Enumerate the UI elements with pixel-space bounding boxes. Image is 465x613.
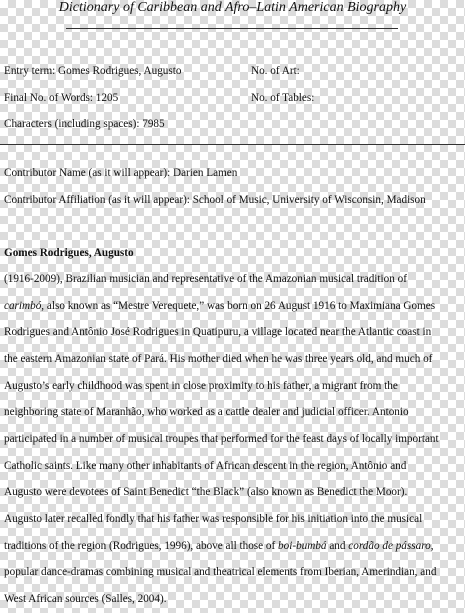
body-line: Augusto were devotees of Saint Benedict “the Black” (also known as Benedict the Moor).: [4, 486, 408, 498]
body-line: West African sources (Salles, 2004).: [4, 593, 167, 605]
number-of-tables: No. of Tables:: [251, 92, 315, 104]
body-text: traditions of the region (Rodrigues, 1996), above all those of: [4, 540, 279, 552]
body-line: Catholic saints. Like many other inhabitants of African descent in the region, Antônio and: [4, 460, 407, 472]
document-title: Dictionary of Caribbean and Afro–Latin American Biography: [58, 0, 407, 15]
body-line: neighboring state of Maranhão, who worked as a cattle dealer and judicial officer. Antonio: [4, 406, 409, 418]
body-text: , also known as “Mestre Verequete,” was born on 26 August 1916 to Maximiana Gomes: [41, 300, 436, 312]
title-underline: [66, 28, 398, 29]
body-line: (1916-2009), Brazilian musician and representative of the Amazonian musical tradition of: [4, 273, 407, 285]
body-line: Augusto’s early childhood was spent in close proximity to his father, a migrant from the: [4, 380, 398, 392]
number-of-art: No. of Art:: [251, 65, 300, 77]
contributor-name: Contributor Name (as it will appear): Darien Lamen: [4, 167, 238, 179]
body-line: participated in a number of musical troupes that performed for the feast days of locally important: [4, 433, 439, 445]
section-divider: [0, 144, 465, 145]
italic-term: boi-bumbá: [278, 540, 327, 552]
body-text: and: [326, 540, 349, 552]
character-count: Characters (including spaces): 7985: [4, 118, 165, 130]
article-heading: Gomes Rodrigues, Augusto: [4, 247, 134, 259]
contributor-affiliation: Contributor Affiliation (as it will appear): School of Music, University of Wisconsin, Madison: [4, 194, 426, 206]
final-word-count: Final No. of Words: 1205: [4, 92, 119, 104]
italic-term: cordão de pássaro: [348, 540, 431, 552]
body-line: the eastern Amazonian state of Pará. His mother died when he was three years old, and much of: [4, 353, 433, 365]
entry-term: Entry term: Gomes Rodrigues, Augusto: [4, 65, 182, 77]
body-line: Rodrigues and Antônio José Rodrigues in Quatipuru, a village located near the Atlantic coast in: [4, 326, 432, 338]
italic-term: carimbó: [4, 300, 42, 312]
body-line: [4, 539, 434, 553]
body-line: [4, 299, 435, 313]
body-line: Augusto later recalled fondly that his father was responsible for his initiation into the musical: [4, 513, 423, 525]
body-text: ,: [430, 540, 434, 552]
body-line: popular dance-dramas combining musical and theatrical elements from Iberian, Amerindian, and: [4, 566, 437, 578]
